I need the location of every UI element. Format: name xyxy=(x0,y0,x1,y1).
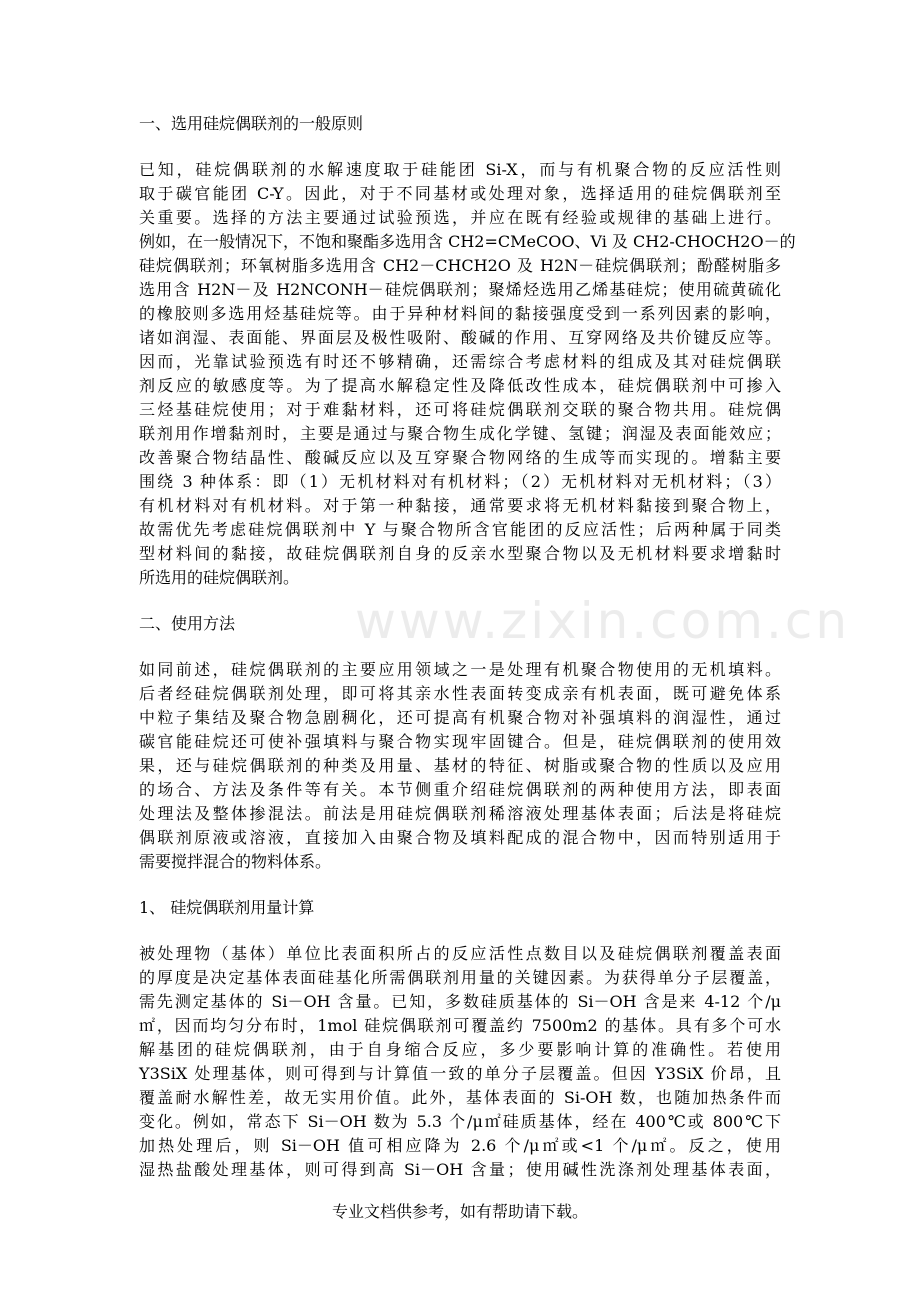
paragraph xyxy=(139,158,796,590)
text-line: 型材料间的黏接，故硅烷偶联剂自身的反亲水型聚合物以及无机材料要求增黏时 xyxy=(139,544,781,563)
text-line: 需要搅拌混合的物料体系。 xyxy=(139,852,332,871)
document-body xyxy=(139,112,796,1182)
text-line: 变化。例如，常态下 Si－OH 数为 5.3 个/μ㎡硅质基体，经在 400℃或 800℃下 xyxy=(139,1112,781,1131)
paragraph xyxy=(139,942,781,1182)
text-line: 湿热盐酸处理基体，则可得到高 Si－OH 含量；使用碱性洗涤剂处理基体表面， xyxy=(139,1160,781,1179)
text-line: 改善聚合物结晶性、酸碱反应以及互穿聚合物网络的生成等而实现的。增黏主要 xyxy=(139,448,781,467)
paragraph xyxy=(139,658,781,874)
section-heading: 1、 硅烷偶联剂用量计算 xyxy=(139,898,315,917)
text-line: 果，还与硅烷偶联剂的种类及用量、基材的特征、树脂或聚合物的性质以及应用 xyxy=(139,756,781,775)
text-line: 故需优先考虑硅烷偶联剂中 Y 与聚合物所含官能团的反应活性；后两种属于同类 xyxy=(139,520,781,539)
watermark: www.zixin.com.cn xyxy=(355,592,851,650)
text-line: 已知，硅烷偶联剂的水解速度取于硅能团 Si-X，而与有机聚合物的反应活性则 xyxy=(139,160,781,179)
text-line: 取于碳官能团 C-Y。因此，对于不同基材或处理对象，选择适用的硅烷偶联剂至 xyxy=(139,184,781,203)
text-line: 的厚度是决定基体表面硅基化所需偶联剂用量的关键因素。为获得单分子层覆盖， xyxy=(139,968,781,987)
text-line: 关重要。选择的方法主要通过试验预选，并应在既有经验或规律的基础上进行。 xyxy=(139,208,781,227)
text-line: 的场合、方法及条件等有关。本节侧重介绍硅烷偶联剂的两种使用方法，即表面 xyxy=(139,780,781,799)
text-line: 被处理物（基体）单位比表面积所占的反应活性点数目以及硅烷偶联剂覆盖表面 xyxy=(139,944,781,963)
section-heading: 一、选用硅烷偶联剂的一般原则 xyxy=(139,114,364,133)
text-line: Y3SiX 处理基体，则可得到与计算值一致的单分子层覆盖。但因 Y3SiX 价昂，且 xyxy=(139,1064,781,1083)
text-line: 所选用的硅烷偶联剂。 xyxy=(139,568,300,587)
text-line: 例如，在一般情况下，不饱和聚酯多选用含 CH2=CMeCOO、Vi 及 CH2-CHOCH2O－的 xyxy=(139,232,796,251)
text-line: 中粒子集结及聚合物急剧稠化，还可提高有机聚合物对补强填料的润湿性，通过 xyxy=(139,708,781,727)
text-line: 碳官能硅烷还可使补强填料与聚合物实现牢固键合。但是，硅烷偶联剂的使用效 xyxy=(139,732,781,751)
text-line: 三烃基硅烷使用；对于难黏材料，还可将硅烷偶联剂交联的聚合物共用。硅烷偶 xyxy=(139,400,781,419)
text-line: 联剂用作增黏剂时，主要是通过与聚合物生成化学键、氢键；润湿及表面能效应； xyxy=(139,424,781,443)
text-line: ㎡，因而均匀分布时，1mol 硅烷偶联剂可覆盖约 7500m2 的基体。具有多个可水 xyxy=(139,1016,781,1035)
text-line: 的橡胶则多选用烃基硅烷等。由于异种材料间的黏接强度受到一系列因素的影响， xyxy=(139,304,781,323)
text-line: 有机材料对有机材料。对于第一种黏接，通常要求将无机材料黏接到聚合物上， xyxy=(139,496,781,515)
text-line: 如同前述，硅烷偶联剂的主要应用领域之一是处理有机聚合物使用的无机填料。 xyxy=(139,660,781,679)
text-line: 加热处理后，则 Si－OH 值可相应降为 2.6 个/μ㎡或<1 个/μ㎡。反之，使用 xyxy=(139,1136,781,1155)
text-line: 后者经硅烷偶联剂处理，即可将其亲水性表面转变成亲有机表面，既可避免体系 xyxy=(139,684,781,703)
text-line: 解基团的硅烷偶联剂，由于自身缩合反应，多少要影响计算的准确性。若使用 xyxy=(139,1040,781,1059)
text-line: 因而，光靠试验预选有时还不够精确，还需综合考虑材料的组成及其对硅烷偶联 xyxy=(139,352,781,371)
page-footer: 专业文档供参考，如有帮助请下载。 xyxy=(331,1202,588,1221)
text-line: 剂反应的敏感度等。为了提高水解稳定性及降低改性成本，硅烷偶联剂中可掺入 xyxy=(139,376,781,395)
text-line: 围绕 3 种体系：即（1）无机材料对有机材料；（2）无机材料对无机材料；（3） xyxy=(139,472,781,491)
text-line: 诸如润湿、表面能、界面层及极性吸附、酸碱的作用、互穿网络及共价键反应等。 xyxy=(139,328,781,347)
text-line: 覆盖耐水解性差，故无实用价值。此外，基体表面的 Si-OH 数，也随加热条件而 xyxy=(139,1088,781,1107)
section-heading: 二、使用方法 xyxy=(139,614,236,633)
text-line: 处理法及整体掺混法。前法是用硅烷偶联剂稀溶液处理基体表面；后法是将硅烷 xyxy=(139,804,781,823)
text-line: 偶联剂原液或溶液，直接加入由聚合物及填料配成的混合物中，因而特别适用于 xyxy=(139,828,781,847)
text-line: 需先测定基体的 Si－OH 含量。已知，多数硅质基体的 Si－OH 含是来 4-12 个/μ xyxy=(139,992,781,1011)
text-line: 硅烷偶联剂；环氧树脂多选用含 CH2－CHCH2O 及 H2N－硅烷偶联剂；酚醛树脂多 xyxy=(139,256,781,275)
text-line: 选用含 H2N－及 H2NCONH－硅烷偶联剂；聚烯烃选用乙烯基硅烷；使用硫黄硫化 xyxy=(139,280,781,299)
